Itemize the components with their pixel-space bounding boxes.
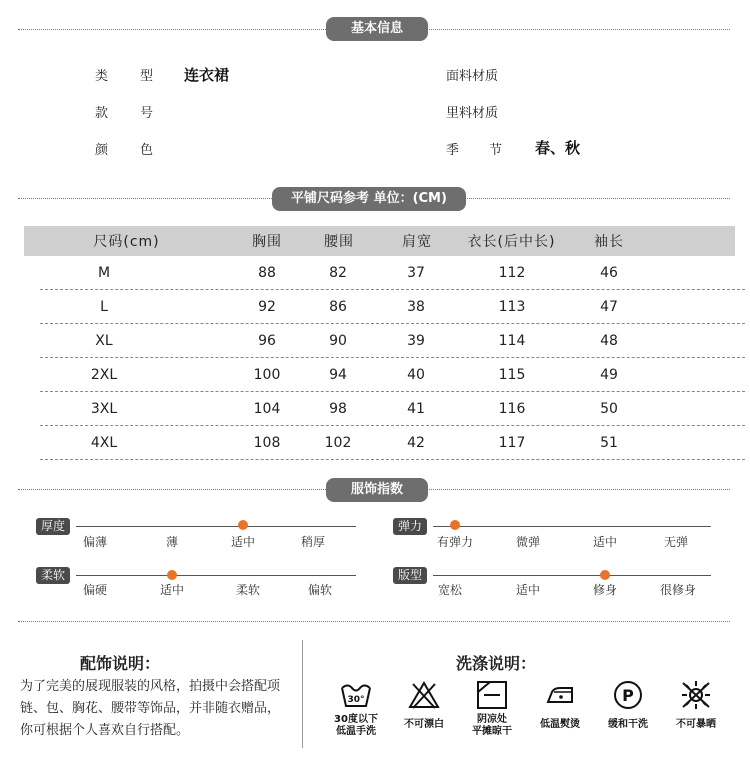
header-length: 衣长(后中长) <box>467 234 556 250</box>
care-label: 低温熨烫 <box>540 719 580 730</box>
dry-flat-shade-icon <box>476 680 508 710</box>
wash-temp-text: 30° <box>347 695 365 705</box>
lining-label: 里料材质 <box>446 106 499 121</box>
softness-scale-line <box>76 575 356 576</box>
table-cell: 51 <box>600 435 618 451</box>
table-cell: 46 <box>600 265 618 281</box>
size-table <box>24 226 735 462</box>
table-cell: 104 <box>253 401 281 417</box>
table-row <box>40 256 745 290</box>
season-value: 春、秋 <box>535 139 581 157</box>
fit-tag: 版型 <box>393 567 427 584</box>
fit-option: 宽松 <box>437 583 463 597</box>
table-cell: 82 <box>329 265 347 281</box>
table-row <box>40 290 745 324</box>
section-title-size: 平铺尺码参考 单位：(CM) <box>272 187 466 211</box>
table-cell: 92 <box>258 299 276 315</box>
fit-scale-line <box>433 575 711 576</box>
table-cell: 37 <box>407 265 425 281</box>
thickness-tag: 厚度 <box>36 518 70 535</box>
care-label: 30度以下 <box>334 714 378 725</box>
table-cell: 50 <box>600 401 618 417</box>
accessory-text: 为了完美的展现服装的风格，拍摄中会搭配项链、包、胸花、腰带等饰品，并非随衣赠品，你可根据个人喜欢自行搭配。 <box>20 679 281 738</box>
table-cell: 41 <box>407 401 425 417</box>
softness-option: 适中 <box>159 583 185 597</box>
row-separator <box>40 459 745 460</box>
header-waist: 腰围 <box>324 234 354 250</box>
section-divider <box>18 621 730 622</box>
softness-option: 偏硬 <box>82 583 108 597</box>
dry-clean-p-icon <box>612 680 644 710</box>
fit-option: 很修身 <box>659 583 697 597</box>
model-label: 款 号 <box>95 106 153 121</box>
thickness-scale-line <box>76 526 356 527</box>
table-cell: 96 <box>258 333 276 349</box>
table-cell: 98 <box>329 401 347 417</box>
table-cell: 40 <box>407 367 425 383</box>
header-size: 尺码(cm) <box>93 234 160 250</box>
table-cell: 4XL <box>90 435 118 451</box>
accessory-title: 配饰说明： <box>80 654 161 673</box>
table-row <box>40 392 745 426</box>
elasticity-option: 有弹力 <box>436 535 474 549</box>
table-cell: 102 <box>324 435 352 451</box>
header-bust: 胸围 <box>252 234 282 250</box>
elasticity-option: 适中 <box>592 535 618 549</box>
softness-option: 偏软 <box>307 583 333 597</box>
type-value: 连衣裙 <box>184 66 230 84</box>
section-title-index: 服饰指数 <box>326 478 428 502</box>
thickness-option: 偏薄 <box>82 535 108 549</box>
elasticity-option: 无弹 <box>663 535 689 549</box>
softness-indicator-dot <box>167 570 177 580</box>
care-label: 低温手洗 <box>336 726 376 737</box>
table-cell: 86 <box>329 299 347 315</box>
table-cell: 48 <box>600 333 618 349</box>
table-cell: 38 <box>407 299 425 315</box>
table-cell: 100 <box>253 367 281 383</box>
table-cell: 90 <box>329 333 347 349</box>
fit-option: 修身 <box>592 583 618 597</box>
table-cell: L <box>100 299 108 315</box>
care-label: 不可暴晒 <box>676 719 716 730</box>
care-label: 缓和干洗 <box>608 719 648 730</box>
header-shoulder: 肩宽 <box>402 234 432 250</box>
table-cell: 42 <box>407 435 425 451</box>
type-label: 类 型 <box>95 69 153 84</box>
table-cell: M <box>97 265 111 281</box>
softness-tag: 柔软 <box>36 567 70 584</box>
iron-low-icon <box>544 680 576 710</box>
table-cell: 47 <box>600 299 618 315</box>
no-bleach-icon <box>408 680 440 710</box>
thickness-option: 适中 <box>230 535 256 549</box>
table-cell: 113 <box>498 299 526 315</box>
no-sun-icon <box>680 680 712 710</box>
table-cell: 49 <box>600 367 618 383</box>
thickness-indicator-dot <box>238 520 248 530</box>
table-cell: XL <box>95 333 113 349</box>
fit-option: 适中 <box>515 583 541 597</box>
table-cell: 114 <box>498 333 526 349</box>
wash-30-icon <box>340 680 372 710</box>
table-row <box>40 324 745 358</box>
table-cell: 116 <box>498 401 526 417</box>
notes-divider <box>302 640 303 748</box>
care-label: 阴凉处 <box>477 714 507 725</box>
wash-title: 洗涤说明： <box>456 654 537 673</box>
thickness-option: 稍厚 <box>300 535 326 549</box>
season-label: 季 节 <box>446 143 502 158</box>
elasticity-indicator-dot <box>450 520 460 530</box>
table-cell: 39 <box>407 333 425 349</box>
size-table-header <box>24 226 735 256</box>
table-cell: 115 <box>498 367 526 383</box>
thickness-option: 薄 <box>165 535 179 549</box>
care-label: 平摊晾干 <box>472 726 512 737</box>
table-cell: 94 <box>329 367 347 383</box>
care-label: 不可漂白 <box>404 719 444 730</box>
elasticity-option: 微弹 <box>515 535 541 549</box>
table-cell: 2XL <box>90 367 118 383</box>
fit-indicator-dot <box>600 570 610 580</box>
elasticity-tag: 弹力 <box>393 518 427 535</box>
softness-option: 柔软 <box>235 583 261 597</box>
color-label: 颜 色 <box>95 143 153 158</box>
table-cell: 108 <box>253 435 281 451</box>
table-cell: 88 <box>258 265 276 281</box>
elasticity-scale-line <box>433 526 711 527</box>
section-title-basic: 基本信息 <box>326 17 428 41</box>
table-row <box>40 426 745 460</box>
table-cell: 117 <box>498 435 526 451</box>
header-sleeve: 袖长 <box>594 234 624 250</box>
table-cell: 112 <box>498 265 526 281</box>
fabric-label: 面料材质 <box>446 69 499 84</box>
dry-clean-letter: P <box>622 686 634 705</box>
table-row <box>40 358 745 392</box>
table-cell: 3XL <box>90 401 118 417</box>
